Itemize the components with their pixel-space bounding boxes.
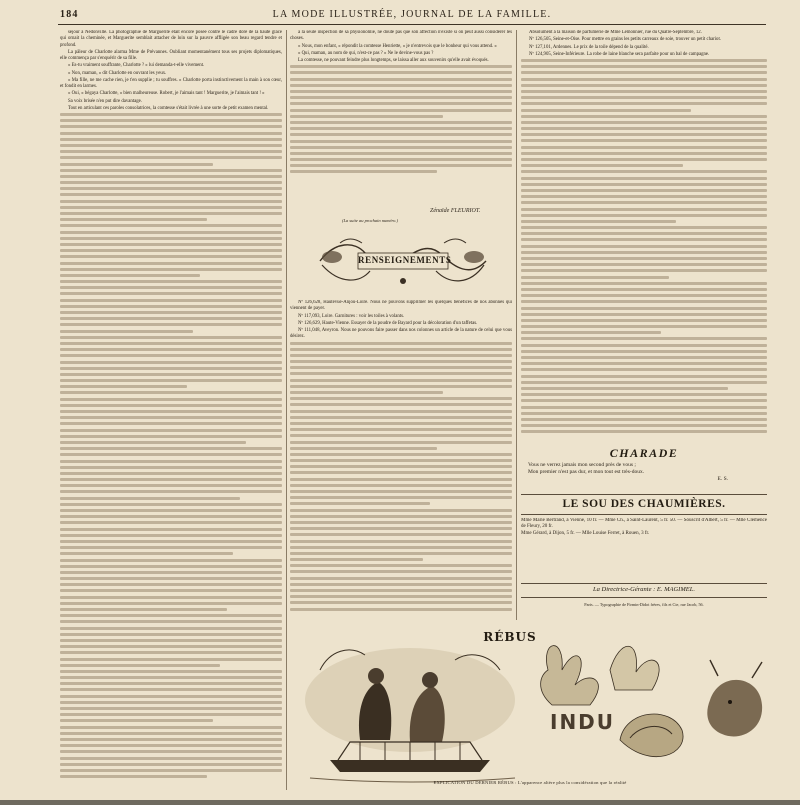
text-line xyxy=(60,583,282,586)
text-line xyxy=(521,350,767,353)
paragraph: Nº 124,905, Seine-Inférieure. La robe de laine blanche sera parfaite pour un bal de campagne. xyxy=(529,51,710,57)
text-line xyxy=(521,214,767,217)
text-line xyxy=(60,682,282,685)
text-line xyxy=(290,496,512,499)
text-line xyxy=(290,109,512,112)
text-line xyxy=(60,633,282,636)
text-line xyxy=(290,391,443,394)
text-line xyxy=(290,140,512,143)
text-line xyxy=(60,719,213,722)
text-line xyxy=(60,515,282,518)
text-line xyxy=(521,288,767,291)
text-line xyxy=(521,263,767,266)
text-line xyxy=(60,769,282,772)
text-line xyxy=(290,558,423,561)
text-line xyxy=(521,71,767,74)
rebus-engraving-icon xyxy=(290,630,770,800)
text-line xyxy=(290,589,512,592)
section-rule xyxy=(521,494,767,495)
paragraph: « Nous, mon enfant, » répondit la comtesse Henriette, « je n'entrevois que le bonheur qui vous attend. » xyxy=(298,43,497,49)
text-line xyxy=(290,354,512,357)
text-line xyxy=(290,84,512,87)
text-line xyxy=(521,78,767,81)
text-line xyxy=(521,208,767,211)
text-line xyxy=(60,181,282,184)
text-line xyxy=(60,490,282,493)
text-line xyxy=(521,84,767,87)
text-line xyxy=(290,552,512,555)
header-rule xyxy=(58,24,766,25)
paragraph: Nº 117,093, Loire. Garnitures : voir les toiles à volants. xyxy=(298,313,405,319)
text-line xyxy=(60,373,282,376)
text-line xyxy=(60,336,282,339)
column-divider-2 xyxy=(516,30,517,620)
text-line xyxy=(521,276,669,279)
text-line xyxy=(60,757,282,760)
text-line xyxy=(290,608,512,611)
paragraph: Tout en articulant ces paroles consolatrices, la comtesse s'était livrée à une sorte de petit examen mental. xyxy=(68,105,269,111)
text-line xyxy=(60,125,282,128)
text-line xyxy=(290,601,512,604)
text-line xyxy=(521,177,767,180)
paragraph: « Oui, » bégaya Charlotte, « bien malheureuse. Robert, je l'aimais tant ! Marguerite, je l'aimais tant ! » xyxy=(68,91,265,97)
paragraph: Nº 126,505, Seine-et-Oise. Pour mettre en grains les petits carreaux de soie, trouver un petit chariot. xyxy=(529,37,721,43)
text-line xyxy=(521,102,767,105)
directrice-line: La Directrice-Gérante : E. MAGIMEL. xyxy=(593,586,695,593)
text-line xyxy=(290,490,512,493)
text-line xyxy=(60,484,282,487)
text-line xyxy=(521,424,767,427)
paragraph: Sa voix brisée n'en put dire davantage. xyxy=(68,98,142,104)
text-line xyxy=(60,175,282,178)
text-line xyxy=(60,379,282,382)
paragraph: La pâleur de Charlotte alarma Mme de Prévannes. Oubliant momentanément tous ses projets diplomatiques, elle commença par s'enquérir de sa fille. xyxy=(60,49,282,61)
continuation-note: (La suite au prochain numéro.) xyxy=(341,218,399,223)
text-line xyxy=(521,245,767,248)
text-line xyxy=(290,164,512,167)
text-line xyxy=(290,583,512,586)
text-line xyxy=(60,274,200,277)
text-line xyxy=(60,212,282,215)
text-line xyxy=(60,738,282,741)
section-rule xyxy=(521,583,767,584)
text-line xyxy=(60,193,282,196)
text-line xyxy=(290,564,512,567)
text-line xyxy=(60,150,282,153)
text-line xyxy=(60,435,282,438)
text-line xyxy=(521,412,767,415)
text-line xyxy=(60,466,282,469)
text-line xyxy=(60,726,282,729)
text-line xyxy=(60,218,207,221)
masthead-title: LA MODE ILLUSTRÉE, JOURNAL DE LA FAMILLE. xyxy=(272,8,552,20)
text-line xyxy=(60,775,207,778)
text-line xyxy=(521,59,767,62)
rebus-word: INDU xyxy=(550,710,616,734)
text-line xyxy=(521,294,767,297)
text-line xyxy=(521,65,767,68)
text-line xyxy=(521,387,728,390)
text-line xyxy=(60,540,282,543)
text-line xyxy=(521,368,767,371)
text-line xyxy=(290,71,512,74)
text-line xyxy=(521,109,691,112)
text-line xyxy=(521,300,767,303)
paragraph: « Non, maman, » dit Charlotte en ouvrant les yeux. xyxy=(68,70,167,76)
text-line xyxy=(290,385,512,388)
text-line xyxy=(290,533,512,536)
text-line xyxy=(60,187,282,190)
text-line xyxy=(60,367,282,370)
text-line xyxy=(60,521,282,524)
text-line xyxy=(60,206,282,209)
text-line xyxy=(60,243,282,246)
text-line xyxy=(60,416,282,419)
text-line xyxy=(290,410,512,413)
text-line xyxy=(521,121,767,124)
text-line xyxy=(60,763,282,766)
text-line xyxy=(60,670,282,673)
text-line xyxy=(521,146,767,149)
text-line xyxy=(290,397,512,400)
text-line xyxy=(60,688,282,691)
text-line xyxy=(521,127,767,130)
text-line xyxy=(290,348,512,351)
text-line xyxy=(60,311,282,314)
text-line xyxy=(60,156,282,159)
text-line xyxy=(60,664,220,667)
text-line xyxy=(290,577,512,580)
text-line xyxy=(521,337,767,340)
text-line xyxy=(60,132,282,135)
section-rule xyxy=(521,514,767,515)
column-2-bottom xyxy=(290,300,512,618)
text-line xyxy=(521,381,767,384)
text-line xyxy=(60,608,227,611)
text-line xyxy=(60,639,282,642)
text-line xyxy=(60,503,282,506)
text-line xyxy=(521,152,767,155)
text-line xyxy=(290,453,512,456)
text-line xyxy=(60,447,282,450)
text-line xyxy=(290,133,512,136)
text-line xyxy=(521,418,767,421)
body-text-filler xyxy=(290,65,512,173)
body-text-filler xyxy=(290,342,512,611)
text-line xyxy=(60,119,282,122)
text-line xyxy=(521,232,767,235)
text-line xyxy=(521,183,767,186)
column-divider-1 xyxy=(286,30,287,790)
text-line xyxy=(290,484,512,487)
text-line xyxy=(60,410,282,413)
text-line xyxy=(290,465,512,468)
text-line xyxy=(521,164,683,167)
text-line xyxy=(60,317,282,320)
text-line xyxy=(521,307,767,310)
text-line xyxy=(521,96,767,99)
text-line xyxy=(521,406,767,409)
printer-imprint: Paris. — Typographie de Firmin-Didot frères, fils et Cie, rue Jacob, 56. xyxy=(584,602,704,607)
author-signature: Zénaïde FLEURIOT. xyxy=(430,208,481,214)
text-line xyxy=(60,305,282,308)
text-line xyxy=(521,375,767,378)
text-line xyxy=(60,262,282,265)
text-line xyxy=(60,429,282,432)
text-line xyxy=(290,428,512,431)
text-line xyxy=(290,152,512,155)
text-line xyxy=(521,430,767,433)
text-line xyxy=(60,478,282,481)
text-line xyxy=(290,441,512,444)
charade-line: Vous ne verrez jamais mon second près de vous ; xyxy=(528,462,636,468)
text-line xyxy=(60,200,282,203)
column-1 xyxy=(60,30,282,788)
charade-author: E. S. xyxy=(717,476,728,482)
text-line xyxy=(60,651,282,654)
text-line xyxy=(290,360,512,363)
paragraph: Nº 127,101, Ardennes. Le prix de la toile dépend de la qualité. xyxy=(529,44,649,50)
text-line xyxy=(290,434,512,437)
text-line xyxy=(60,138,282,141)
text-line xyxy=(521,313,767,316)
text-line xyxy=(60,713,282,716)
text-line xyxy=(60,361,282,364)
text-line xyxy=(60,658,282,661)
text-line xyxy=(60,441,246,444)
text-line xyxy=(290,509,512,512)
text-line xyxy=(60,534,282,537)
text-line xyxy=(521,226,767,229)
text-line xyxy=(60,348,282,351)
paragraph: à la seule inspection de sa physionomie, ne doute pas que son affection n'existe si on peut aussi considérer les choses. xyxy=(290,30,512,42)
text-line xyxy=(290,459,512,462)
text-line xyxy=(60,460,282,463)
text-line xyxy=(60,249,282,252)
text-line xyxy=(60,299,282,302)
text-line xyxy=(60,596,282,599)
text-line xyxy=(60,645,282,648)
text-line xyxy=(290,471,512,474)
body-text-filler xyxy=(521,59,767,433)
paragraph: Mme Gérard, à Dijon, 5 fr. — Mlle Louise Ferret, à Rouen, 3 fr. xyxy=(521,530,650,536)
charade-line: Mon premier n'est pas dur, et mon tout est très-doux. xyxy=(528,469,645,475)
text-line xyxy=(290,540,512,543)
text-line xyxy=(60,695,282,698)
text-line xyxy=(290,570,512,573)
paragraph: « Qui, maman, au nom de qui, n'est-ce pas ? » Ne le devine-vous pas ? xyxy=(298,50,434,56)
text-line xyxy=(60,571,282,574)
charade-title: CHARADE xyxy=(609,446,679,460)
text-line xyxy=(521,282,767,285)
text-line xyxy=(290,546,512,549)
text-line xyxy=(60,546,282,549)
text-line xyxy=(290,146,512,149)
rebus-explanation: EXPLICATION DU DERNIER RÉBUS : L'apparence altère plus la considération que la réalité xyxy=(433,780,627,785)
text-line xyxy=(60,577,282,580)
text-line xyxy=(60,163,213,166)
text-line xyxy=(60,559,282,562)
text-line xyxy=(60,701,282,704)
text-line xyxy=(290,158,512,161)
paragraph: Absolument à la maison de parfumerie de Mme Lemonnier, rue du Quatre-Septembre, 12. xyxy=(529,30,702,35)
text-line xyxy=(521,344,767,347)
renseignements-banner xyxy=(310,233,496,289)
text-line xyxy=(521,319,767,322)
text-line xyxy=(60,552,233,555)
text-line xyxy=(60,398,282,401)
text-line xyxy=(60,342,282,345)
section-rule xyxy=(521,597,767,598)
text-line xyxy=(60,676,282,679)
text-line xyxy=(290,170,437,173)
text-line xyxy=(290,527,512,530)
text-line xyxy=(290,379,512,382)
text-line xyxy=(60,472,282,475)
text-line xyxy=(521,195,767,198)
text-line xyxy=(521,393,767,396)
text-line xyxy=(60,627,282,630)
text-line xyxy=(290,102,512,105)
text-line xyxy=(290,447,437,450)
text-line xyxy=(60,453,282,456)
text-line xyxy=(60,422,282,425)
text-line xyxy=(60,602,282,605)
text-line xyxy=(60,509,282,512)
text-line xyxy=(60,280,282,283)
rebus-title: RÉBUS xyxy=(483,630,537,644)
text-line xyxy=(521,90,767,93)
text-line xyxy=(521,257,767,260)
text-line xyxy=(60,589,282,592)
column-2-top xyxy=(290,30,512,180)
body-text-filler xyxy=(60,113,282,778)
text-line xyxy=(521,201,767,204)
text-line xyxy=(60,732,282,735)
text-line xyxy=(521,133,767,136)
text-line xyxy=(290,372,512,375)
text-line xyxy=(60,497,240,500)
paragraph: Nº 111,048, Aveyron. Nous ne pouvons faire passer dans nos colonnes un article de la nature de celui que vous désirez. xyxy=(290,328,512,340)
text-line xyxy=(60,620,282,623)
text-line xyxy=(521,115,767,118)
text-line xyxy=(60,224,282,227)
text-line xyxy=(521,158,767,161)
text-line xyxy=(60,323,282,326)
text-line xyxy=(60,255,282,258)
text-line xyxy=(60,744,282,747)
text-line xyxy=(290,416,512,419)
text-line xyxy=(290,78,512,81)
text-line xyxy=(60,113,282,116)
paragraph: Nº 126,629, Haute-Vienne. Essayer de la poudre de Bayard pour la décoloration d'un taffetas. xyxy=(298,320,478,326)
text-line xyxy=(521,269,767,272)
text-line xyxy=(60,391,282,394)
text-line xyxy=(521,139,767,142)
text-line xyxy=(521,356,767,359)
paragraph: Mme Marie Bertrand, à Vienne, 10 fr. — Mme Ch., à Saint-Laurent, 5 fr. 50. — Souscrit d'Albert, 5 fr. — Mlle Clémence de Fleury, 20 fr. xyxy=(521,518,767,530)
paragraph: Nº 126,628, Hautevue-Anjou-Loire. Nous ne pouvons supprimer les quelques bénéfices de nos abonnés qui viennent de payer. xyxy=(290,300,512,312)
charade-text xyxy=(528,462,768,483)
text-line xyxy=(60,292,282,295)
text-line xyxy=(60,385,187,388)
text-line xyxy=(60,330,193,333)
text-line xyxy=(521,325,767,328)
paragraph: « Es-tu vraiment souffrante, Charlotte ? » lui demanda-t-elle vivement. xyxy=(68,63,205,69)
text-line xyxy=(521,238,767,241)
text-line xyxy=(290,342,512,345)
text-line xyxy=(521,362,767,365)
text-line xyxy=(60,237,282,240)
sou-title: LE SOU DES CHAUMIÈRES. xyxy=(562,498,726,510)
text-line xyxy=(521,189,767,192)
text-line xyxy=(290,96,512,99)
text-line xyxy=(290,366,512,369)
text-line xyxy=(290,121,512,124)
text-line xyxy=(290,521,512,524)
paragraph: séjour à Nédonville. La photographie de Marguerite était encore posée contre le cadre doré de la haute glace qui ornait la cheminée, et Marguerite semblait attacher de loin sur la pauvre affligée son beau regard tendre et profond. xyxy=(60,30,282,48)
text-line xyxy=(290,515,512,518)
text-line xyxy=(60,528,282,531)
text-line xyxy=(60,750,282,753)
text-line xyxy=(521,251,767,254)
page-header xyxy=(60,6,764,22)
text-line xyxy=(290,65,512,68)
text-line xyxy=(60,404,282,407)
text-line xyxy=(60,286,282,289)
text-line xyxy=(60,231,282,234)
text-line xyxy=(60,354,282,357)
text-line xyxy=(290,127,512,130)
text-line xyxy=(290,403,512,406)
text-line xyxy=(60,565,282,568)
text-line xyxy=(60,268,282,271)
text-line xyxy=(290,595,512,598)
column-3 xyxy=(521,30,767,440)
text-line xyxy=(290,502,430,505)
text-line xyxy=(521,220,676,223)
text-line xyxy=(60,169,282,172)
text-line xyxy=(521,331,661,334)
text-line xyxy=(290,90,512,93)
paragraph: « Ma fille, ne me cache rien, je t'en supplie ; tu souffres. » Charlotte porta instinctivement la main à son cœur, et fondit en larmes. xyxy=(60,77,282,89)
text-line xyxy=(60,614,282,617)
section-title: RENSEIGNEMENTS xyxy=(358,255,452,265)
text-line xyxy=(60,707,282,710)
text-line xyxy=(290,115,443,118)
text-line xyxy=(521,399,767,402)
text-line xyxy=(60,144,282,147)
text-line xyxy=(290,478,512,481)
paragraph: La comtesse, ne pouvant feindre plus longtemps, se laissa aller aux souvenirs qu'elle avait évoqués. xyxy=(298,58,489,63)
rebus-illustration xyxy=(290,630,770,800)
text-line xyxy=(521,170,767,173)
text-line xyxy=(290,422,512,425)
sou-text xyxy=(521,518,767,576)
page-number: 184 xyxy=(60,8,79,20)
